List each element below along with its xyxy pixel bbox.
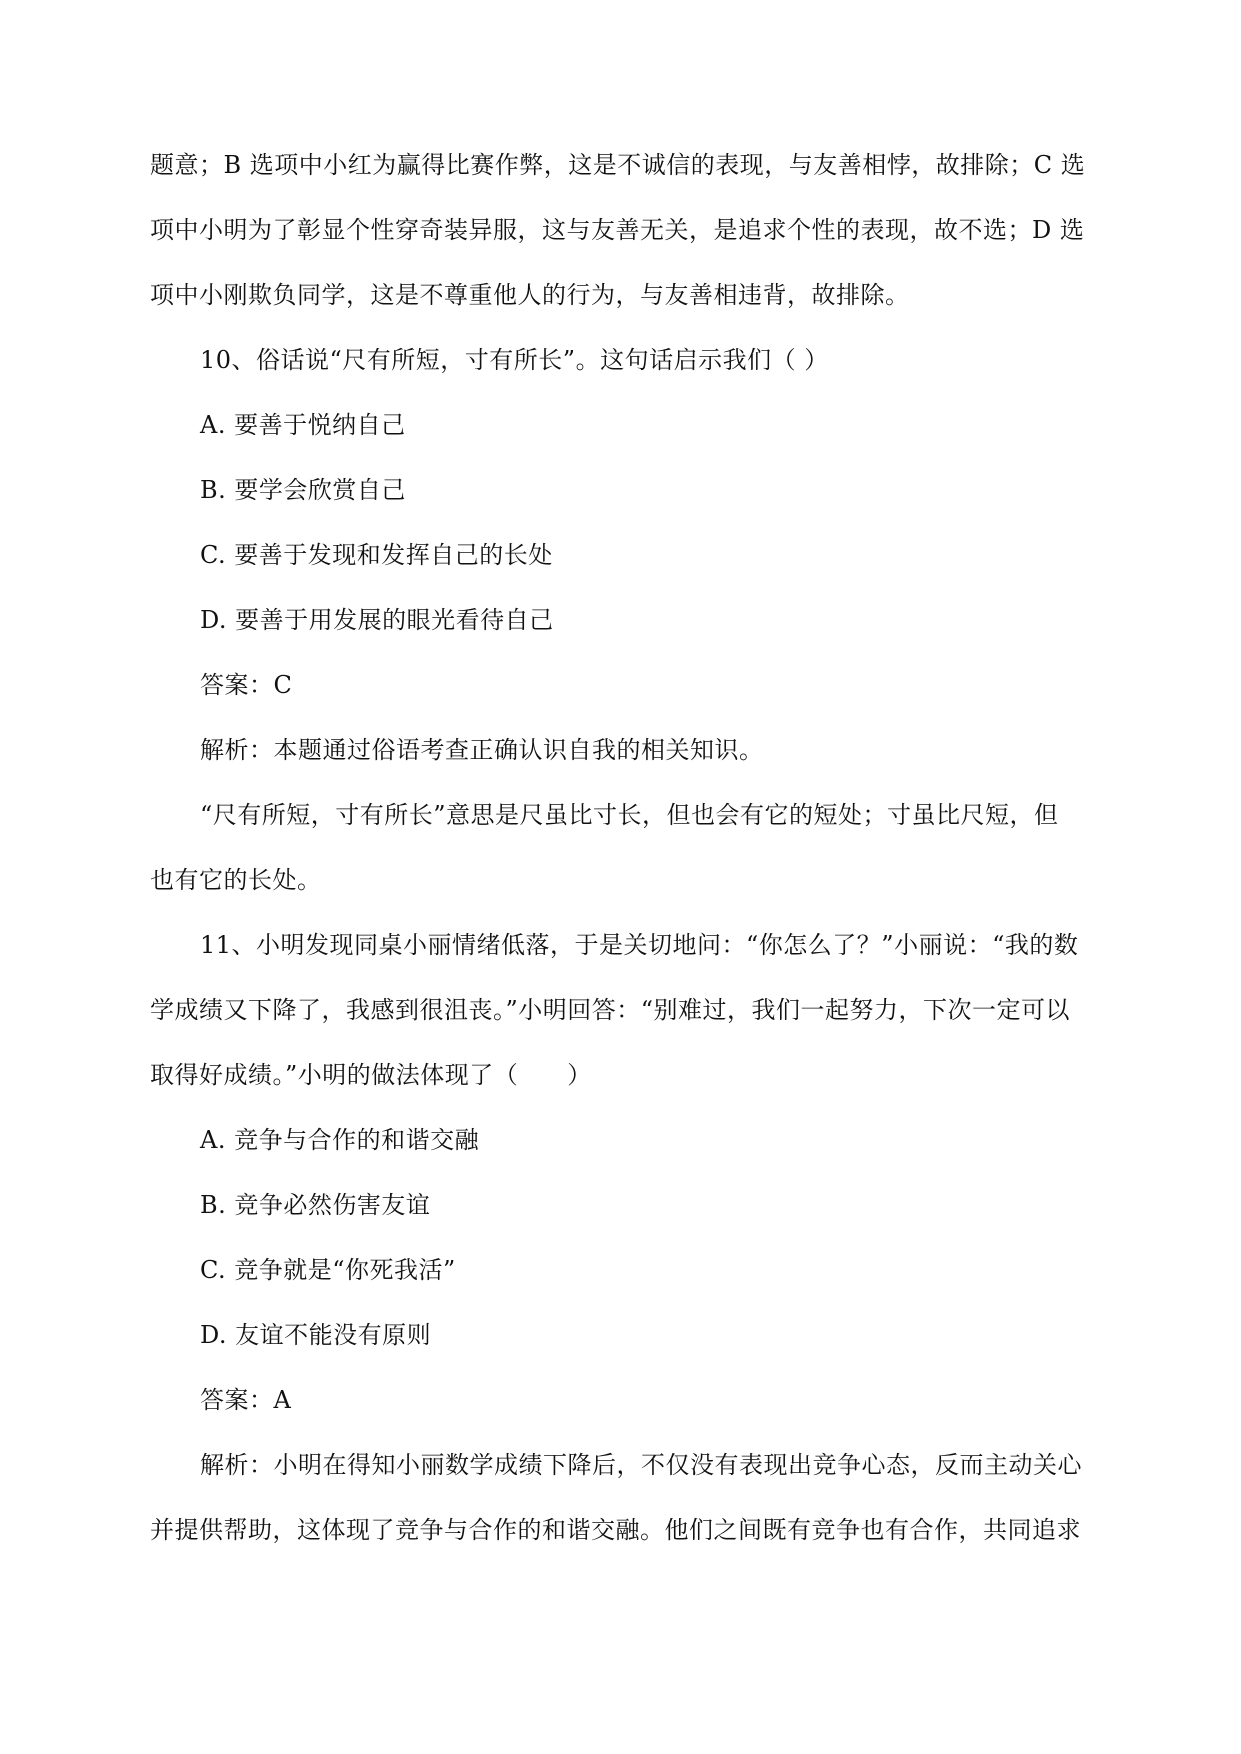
question-10-explanation: “尺有所短，寸有所长”意思是尺虽比寸长，但也会有它的短处；寸虽比尺短，但 xyxy=(200,801,1059,829)
question-11-option-c: C. 竞争就是“你死我活” xyxy=(200,1256,456,1284)
question-11-answer: 答案：A xyxy=(200,1386,292,1414)
question-10-option-a: A. 要善于悦纳自己 xyxy=(200,411,406,439)
question-11-analysis-cont: 并提供帮助，这体现了竞争与合作的和谐交融。他们之间既有竞争也有合作，共同追求 xyxy=(150,1516,1081,1544)
question-11-stem: 11、小明发现同桌小丽情绪低落，于是关切地问：“你怎么了？”小丽说：“我的数 xyxy=(200,931,1079,959)
question-11-option-b: B. 竞争必然伤害友谊 xyxy=(200,1191,431,1219)
question-11-option-d: D. 友谊不能没有原则 xyxy=(200,1321,432,1349)
question-10-answer: 答案：C xyxy=(200,671,293,699)
question-10-analysis: 解析：本题通过俗语考查正确认识自我的相关知识。 xyxy=(200,736,764,764)
paragraph-line: 项中小刚欺负同学，这是不尊重他人的行为，与友善相违背，故排除。 xyxy=(150,281,910,309)
question-11-analysis: 解析：小明在得知小丽数学成绩下降后，不仅没有表现出竞争心态，反而主动关心 xyxy=(200,1451,1082,1479)
paragraph-line: 题意；B 选项中小红为赢得比赛作弊，这是不诚信的表现，与友善相悖，故排除；C 选 xyxy=(150,151,1086,179)
paragraph-line: 项中小明为了彰显个性穿奇装异服，这与友善无关，是追求个性的表现，故不选；D 选 xyxy=(150,216,1085,244)
question-10-option-b: B. 要学会欣赏自己 xyxy=(200,476,406,504)
question-10-option-d: D. 要善于用发展的眼光看待自己 xyxy=(200,606,554,634)
question-10-option-c: C. 要善于发现和发挥自己的长处 xyxy=(200,541,553,569)
question-11-stem-cont: 取得好成绩。”小明的做法体现了（ ） xyxy=(150,1061,592,1089)
question-11-option-a: A. 竞争与合作的和谐交融 xyxy=(200,1126,480,1154)
question-10-stem: 10、俗话说“尺有所短，寸有所长”。这句话启示我们（ ） xyxy=(200,346,829,374)
question-10-explanation-cont: 也有它的长处。 xyxy=(150,866,322,894)
question-11-stem-cont: 学成绩又下降了，我感到很沮丧。”小明回答：“别难过，我们一起努力，下次一定可以 xyxy=(150,996,1071,1024)
